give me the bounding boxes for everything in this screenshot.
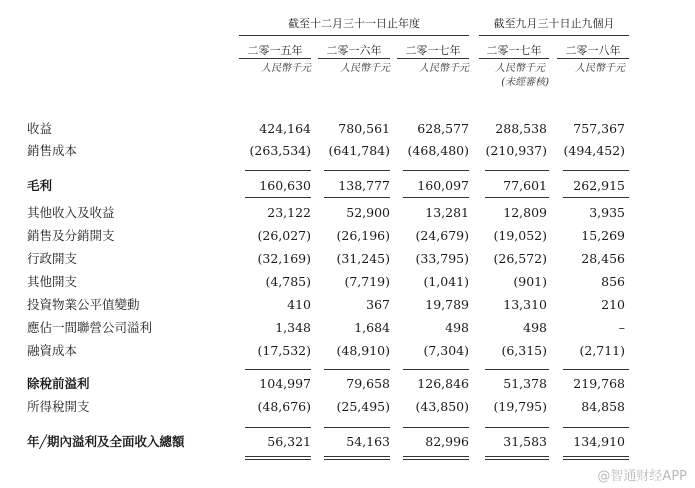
cell-2017-nine: 13,310 [503,297,547,312]
cell-2015: 104,997 [259,376,311,391]
cell-2018-nine: 134,910 [573,434,625,449]
cell-2018-nine: 28,456 [581,251,625,266]
column-header-2018-nine: 二零一八年 [565,44,621,57]
cell-2016: 52,900 [346,205,390,220]
cell-2017: 498 [445,320,469,335]
cell-2015: (4,785) [265,274,311,289]
header-group-nine-rule [479,35,629,36]
subtotal-rule [485,369,549,370]
cell-2017-nine: 12,809 [503,205,547,220]
unit-label: 人民幣千元 [575,63,625,74]
cell-2015: 56,321 [267,434,311,449]
header-group-year-rule [239,35,469,36]
cell-2017-nine: 288,538 [495,121,547,136]
subtotal-rule [324,170,390,171]
column-rule-2015 [239,58,311,59]
subtotal-rule [245,427,311,428]
cell-2018-nine: 15,269 [581,228,625,243]
cell-2016: 1,684 [354,320,390,335]
subtotal-rule [403,170,469,171]
total-double-rule [403,456,469,460]
subtotal-rule [563,170,629,171]
cell-2017-nine: 51,378 [503,376,547,391]
cell-2016: 54,163 [346,434,390,449]
unaudited-note: (未經審核) [501,77,549,88]
row-label: 銷售及分銷開支 [27,228,115,243]
cell-2017-nine: (26,572) [493,251,547,266]
cell-2016: 138,777 [338,178,390,193]
cell-2015: (26,027) [257,228,311,243]
column-header-2017-nine: 二零一七年 [486,44,542,57]
total-double-rule [485,456,549,460]
cell-2016: 79,658 [346,376,390,391]
row-label: 融資成本 [27,343,78,358]
column-header-2015: 二零一五年 [247,44,303,57]
cell-2017: 13,281 [425,205,469,220]
row-label: 行政開支 [27,251,78,266]
column-rule-2018-nine [557,58,629,59]
cell-2015: (263,534) [249,143,311,158]
cell-2017-nine: (901) [513,274,547,289]
unit-label: 人民幣千元 [495,63,545,74]
cell-2017: (468,480) [407,143,469,158]
cell-2018-nine: 84,858 [581,399,625,414]
subtotal-rule [245,197,311,198]
row-label: 收益 [27,121,53,136]
cell-2017: (24,679) [415,228,469,243]
unit-label: 人民幣千元 [340,63,390,74]
cell-2017: (7,304) [423,343,469,358]
subtotal-rule [563,197,629,198]
header-group-year: 截至十二月三十一日止年度 [288,17,420,30]
cell-2017: 19,789 [425,297,469,312]
row-label: 其他開支 [27,274,78,289]
cell-2018-nine: 219,768 [573,376,625,391]
total-double-rule [563,456,629,460]
cell-2018-nine: (2,711) [579,343,625,358]
cell-2018-nine: – [618,320,625,335]
row-label: 投資物業公平值變動 [27,297,140,312]
cell-2018-nine: 262,915 [573,178,625,193]
column-header-2017: 二零一七年 [405,44,461,57]
total-double-rule [324,456,390,460]
cell-2016: (7,719) [344,274,390,289]
column-rule-2017-nine [479,58,549,59]
cell-2017-nine: 31,583 [503,434,547,449]
row-label: 所得稅開支 [27,399,90,414]
cell-2016: 780,561 [338,121,390,136]
subtotal-rule [403,369,469,370]
cell-2018-nine: 856 [601,274,625,289]
cell-2017: 160,097 [417,178,469,193]
cell-2017-nine: (210,937) [485,143,547,158]
cell-2017-nine: (19,795) [493,399,547,414]
watermark: @智通财经APP [597,469,687,484]
header-group-nine-months: 截至九月三十日止九個月 [493,17,615,30]
unit-label: 人民幣千元 [261,63,311,74]
cell-2016: (641,784) [328,143,390,158]
cell-2015: 424,164 [259,121,311,136]
row-label: 銷售成本 [27,143,78,158]
cell-2016: (25,495) [336,399,390,414]
cell-2017: 82,996 [425,434,469,449]
subtotal-rule [245,369,311,370]
cell-2016: 367 [366,297,390,312]
cell-2017-nine: 498 [523,320,547,335]
subtotal-rule [563,369,629,370]
column-rule-2017 [397,58,469,59]
subtotal-rule [324,427,390,428]
cell-2017-nine: (6,315) [501,343,547,358]
subtotal-rule [563,427,629,428]
cell-2017: (33,795) [415,251,469,266]
subtotal-rule [245,170,311,171]
unit-label: 人民幣千元 [419,63,469,74]
subtotal-rule [485,170,549,171]
row-label: 除稅前溢利 [27,376,90,391]
subtotal-rule [403,427,469,428]
cell-2017-nine: 77,601 [503,178,547,193]
cell-2015: 1,348 [275,320,311,335]
subtotal-rule [485,427,549,428]
cell-2017-nine: (19,052) [493,228,547,243]
column-header-2016: 二零一六年 [326,44,382,57]
cell-2017: (1,041) [423,274,469,289]
cell-2017: (43,850) [415,399,469,414]
cell-2017: 628,577 [417,121,469,136]
cell-2018-nine: (494,452) [563,143,625,158]
row-label: 年╱期內溢利及全面收入總額 [27,434,185,449]
subtotal-rule [324,197,390,198]
row-label: 其他收入及收益 [27,205,115,220]
cell-2015: (48,676) [257,399,311,414]
row-label: 毛利 [27,178,53,193]
cell-2017: 126,846 [417,376,469,391]
total-double-rule [245,456,311,460]
cell-2015: (17,532) [257,343,311,358]
column-rule-2016 [318,58,390,59]
cell-2016: (26,196) [336,228,390,243]
cell-2018-nine: 3,935 [589,205,625,220]
cell-2016: (48,910) [336,343,390,358]
cell-2015: 23,122 [267,205,311,220]
cell-2015: 410 [287,297,311,312]
cell-2015: (32,169) [257,251,311,266]
subtotal-rule [324,369,390,370]
subtotal-rule [485,197,549,198]
cell-2018-nine: 757,367 [573,121,625,136]
cell-2018-nine: 210 [601,297,625,312]
subtotal-rule [403,197,469,198]
cell-2016: (31,245) [336,251,390,266]
row-label: 應佔一間聯營公司溢利 [27,320,153,335]
cell-2015: 160,630 [259,178,311,193]
